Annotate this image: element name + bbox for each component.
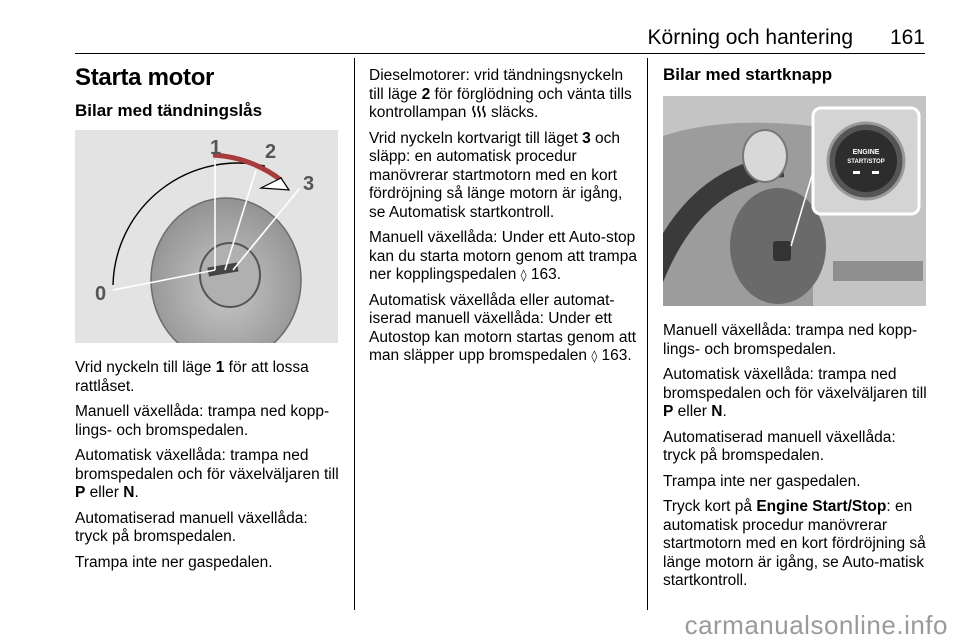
ignition-lock-illustration [75,130,338,343]
glow-plug-icon [471,105,487,118]
page-reference-link[interactable]: 163. [526,266,562,283]
column-divider-2 [647,58,648,610]
page-number: 161 [889,26,925,49]
label-3: 3 [303,173,315,195]
start-arrow-icon [261,178,289,190]
paragraph: Vrid nyckeln till läge 1 för att lossa rattlåset. [75,359,309,395]
right-heading: Bilar med startknapp [663,65,833,84]
ignition-lock-figure [75,130,338,343]
column-divider-1 [354,58,355,610]
paragraph: Automatisk växellåda eller automat-iserad manuell växellåda: Under ett Autostop kan motorn startas genom att man släpper upp bromspedalen ◊ 163. [369,291,637,364]
led-indicator-left [853,171,860,174]
paragraph: Trampa inte ner gaspedalen. [663,472,861,490]
section-title: Körning och hantering [647,26,853,49]
page-reference-icon: ◊ [591,349,598,363]
header-rule [75,53,925,54]
page-reference-icon: ◊ [520,268,527,282]
paragraph: Manuell växellåda: Under ett Auto-stop kan du starta motorn genom att trampa ner kopplingspedalen ◊ 163. [369,229,637,283]
paragraph: Manuell växellåda: trampa ned kopp-lings- och bromspedalen. [75,403,330,439]
dashboard-illustration [663,96,926,306]
left-heading: Bilar med tändningslås [75,101,263,120]
paragraph: Manuell växellåda: trampa ned kopp-lings- och bromspedalen. [663,322,918,358]
paragraph: Automatisk växellåda: trampa ned bromspedalen och för växelväljaren till P eller N. [75,447,339,501]
button-label-engine: ENGINE [852,149,880,156]
left-column-text [75,359,343,579]
paragraph: Dieselmotorer: vrid tändningsnyckeln till läge 2 för förglödning och vänta tills kontrollampan släcks. [369,67,632,121]
led-indicator-right [872,171,879,174]
start-button-small [773,241,791,261]
label-1: 1 [210,137,222,159]
running-header [75,24,925,52]
right-column-text [663,322,931,598]
label-0: 0 [95,283,107,305]
console-buttons [833,261,923,281]
paragraph: Automatiserad manuell växellåda: tryck på bromspedalen. [75,509,308,545]
page-reference-link[interactable]: 163. [597,347,632,364]
paragraph: Automatiserad manuell växellåda: tryck på bromspedalen. [663,428,896,464]
page-title: Starta motor [75,64,215,91]
instrument-gauge [743,130,787,182]
button-label-start-stop: START/STOP [847,159,885,165]
watermark: carmanualsonline.info [684,610,948,640]
paragraph: Trampa inte ner gaspedalen. [75,553,273,571]
paragraph: Tryck kort på Engine Start/Stop: en automatisk procedur manövrerar startmotorn med en kort fördröjning så länge motorn är igång, se Auto-matisk startkontroll. [663,498,926,589]
start-button-figure [663,96,926,306]
middle-column-text [369,67,637,373]
paragraph: Automatisk växellåda: trampa ned bromspedalen och för växelväljaren till P eller N. [663,366,927,420]
label-2: 2 [265,141,277,163]
paragraph: Vrid nyckeln kortvarigt till läget 3 och släpp: en automatisk procedur manövrerar startmotorn med en kort fördröjning så länge motorn är igång, se Automatisk startkontroll. [369,129,623,221]
